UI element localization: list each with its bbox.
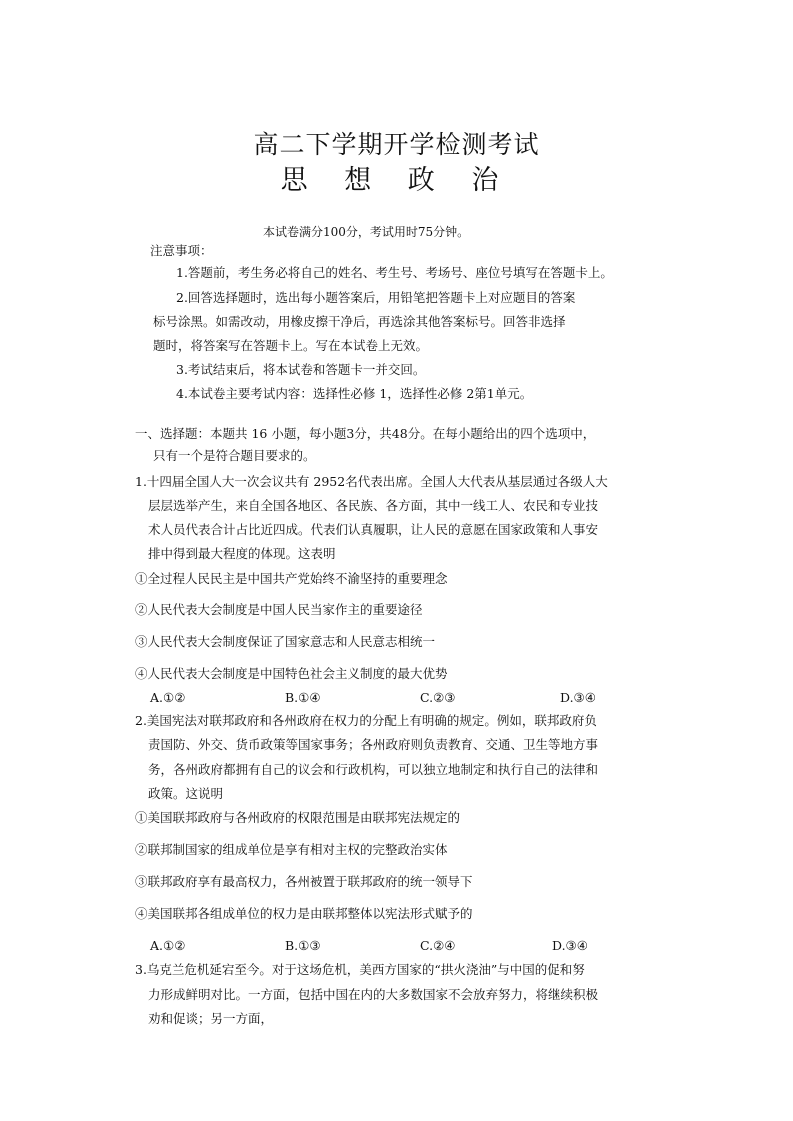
statement: ④美国联邦各组成单位的权力是由联邦整体以宪法形式赋予的 <box>135 906 473 921</box>
question-stem: 3.乌克兰危机延宕至今。对于这场危机，美西方国家的“拱火浇油”与中国的促和努 <box>135 962 585 977</box>
section-heading: 只有一个是符合题目要求的。 <box>153 448 316 463</box>
notice-heading: 注意事项： <box>150 243 213 258</box>
statement: ①美国联邦政府与各州政府的权限范围是由联邦宪法规定的 <box>135 810 461 825</box>
question-stem: 2.美国宪法对联邦政府和各州政府在权力的分配上有明确的规定。例如，联邦政府负 <box>135 713 597 728</box>
subject-title: 思 想 政 治 <box>280 165 513 196</box>
option-d: D.③④ <box>552 938 588 953</box>
option-a: A.①② <box>150 938 186 953</box>
option-b: B.①③ <box>285 938 321 953</box>
statement: ③联邦政府享有最高权力，各州被置于联邦政府的统一领导下 <box>135 874 473 889</box>
option-d: D.③④ <box>560 690 596 705</box>
exam-title: 高二下学期开学检测考试 <box>253 130 540 159</box>
question-stem: 力形成鲜明对比。一方面，包括中国在内的大多数国家不会放弃努力，将继续积极 <box>148 987 599 1002</box>
notice-line: 1.答题前，考生务必将自己的姓名、考生号、考场号、座位号填写在答题卡上。 <box>176 265 613 280</box>
statement: ②联邦制国家的组成单位是享有相对主权的完整政治实体 <box>135 842 448 857</box>
question-stem: 政策。这说明 <box>148 786 224 801</box>
notice-line: 3.考试结束后，将本试卷和答题卡一并交回。 <box>176 362 426 377</box>
option-c: C.②④ <box>420 938 456 953</box>
section-heading: 一、选择题：本题共 16 小题，每小题3分，共48分。在每小题给出的四个选项中， <box>135 426 596 441</box>
statement: ②人民代表大会制度是中国人民当家作主的重要途径 <box>135 602 423 617</box>
question-stem: 1.十四届全国人大一次会议共有 2952名代表出席。全国人大代表从基层通过各级人大 <box>135 474 608 489</box>
question-stem: 务，各州政府都拥有自己的议会和行政机构，可以独立地制定和执行自己的法律和 <box>148 762 599 777</box>
question-stem: 劝和促谈；另一方面， <box>148 1011 274 1026</box>
score-line: 本试卷满分100分，考试用时75分钟。 <box>263 225 470 239</box>
question-stem: 排中得到最大程度的体现。这表明 <box>148 546 336 561</box>
statement: ①全过程人民民主是中国共产党始终不渝坚持的重要理念 <box>135 571 448 586</box>
notice-line: 2.回答选择题时，选出每小题答案后，用铅笔把答题卡上对应题目的答案 <box>176 290 576 305</box>
notice-line: 4.本试卷主要考试内容：选择性必修 1，选择性必修 2第1单元。 <box>176 386 533 401</box>
notice-line: 标号涂黑。如需改动，用橡皮擦干净后，再选涂其他答案标号。回答非选择 <box>153 314 566 329</box>
statement: ④人民代表大会制度是中国特色社会主义制度的最大优势 <box>135 666 448 681</box>
statement: ③人民代表大会制度保证了国家意志和人民意志相统一 <box>135 634 436 649</box>
option-a: A.①② <box>150 690 186 705</box>
notice-line: 题时，将答案写在答题卡上。写在本试卷上无效。 <box>153 338 429 353</box>
option-c: C.②③ <box>420 690 456 705</box>
option-b: B.①④ <box>285 690 321 705</box>
question-stem: 责国防、外交、货币政策等国家事务；各州政府则负责教育、交通、卫生等地方事 <box>148 737 599 752</box>
question-stem: 术人员代表合计占比近四成。代表们认真履职，让人民的意愿在国家政策和人事安 <box>148 522 599 537</box>
question-stem: 层层选举产生，来自全国各地区、各民族、各方面，其中一线工人、农民和专业技 <box>148 498 599 513</box>
